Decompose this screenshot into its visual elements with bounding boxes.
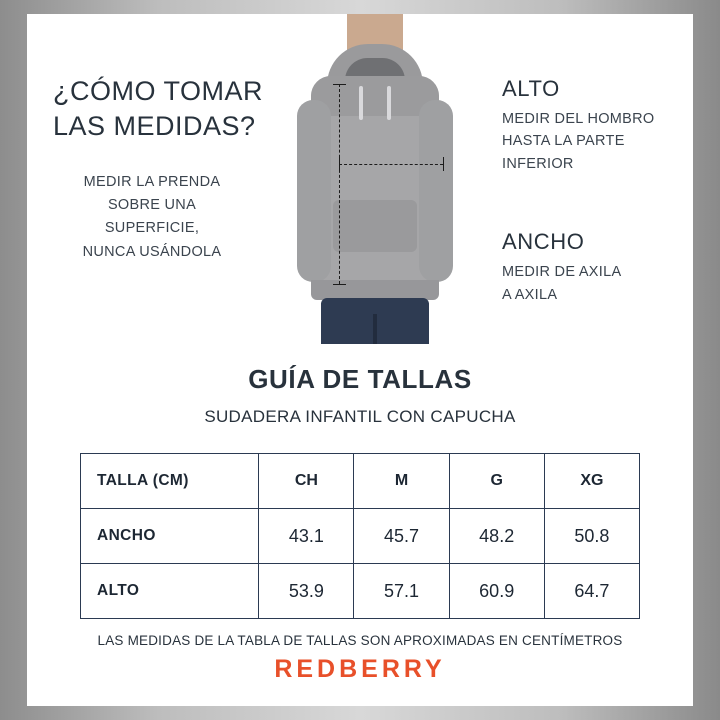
table-row [81, 509, 640, 564]
table-header-cell: XG [544, 454, 639, 509]
hoodie-pocket [333, 200, 417, 252]
table-header-cell: CH [259, 454, 354, 509]
table-footnote: LAS MEDIDAS DE LA TABLA DE TALLAS SON APROXIMADAS EN CENTÍMETROS [97, 633, 623, 648]
table-cell: 43.1 [259, 509, 354, 564]
alto-desc-line-1: MEDIR DEL HOMBRO [502, 111, 655, 127]
table-header-cell: G [449, 454, 544, 509]
note-line-2: SOBRE UNA [107, 197, 197, 214]
width-measure-cap-left [339, 157, 340, 171]
how-to-measure-note [37, 171, 267, 264]
ancho-block [502, 229, 692, 306]
model-photo [275, 14, 475, 344]
ancho-desc-line-2: A AXILA [502, 286, 558, 303]
table-cell: 50.8 [544, 509, 639, 564]
ancho-desc-line-1: MEDIR DE AXILA [502, 264, 622, 281]
table-cell: 64.7 [544, 564, 639, 619]
row-label: ANCHO [81, 509, 259, 564]
note-line-1: MEDIR LA PRENDA [83, 174, 221, 191]
alto-desc-line-2: HASTA LA PARTE [502, 133, 625, 150]
table-cell: 48.2 [449, 509, 544, 564]
ancho-description [502, 261, 692, 306]
size-guide-subtitle: SUDADERA INFANTIL CON CAPUCHA [204, 407, 516, 426]
hoodie-sleeve-right [419, 100, 453, 282]
hoodie-sleeve-left [297, 100, 331, 282]
note-line-3: SUPERFICIE, [104, 220, 200, 237]
alto-desc-line-3: INFERIOR [502, 155, 574, 172]
alto-description [502, 108, 692, 175]
size-chart-page [27, 14, 693, 706]
top-section [27, 14, 693, 344]
table-row [81, 564, 640, 619]
hoodie-hem [311, 280, 439, 300]
height-measure-line [339, 84, 340, 284]
hoodie-drawstring-right [387, 86, 391, 120]
ancho-label: ANCHO [502, 229, 585, 255]
height-measure-cap-top [333, 84, 346, 85]
size-table [80, 453, 640, 619]
table-cell: 60.9 [449, 564, 544, 619]
height-measure-cap-bottom [333, 284, 346, 285]
width-measure-line [339, 164, 443, 165]
alto-label: ALTO [502, 76, 560, 101]
table-cell: 45.7 [354, 509, 449, 564]
table-header-cell: M [354, 454, 449, 509]
how-to-measure-column [37, 74, 267, 264]
table-cell: 57.1 [354, 564, 449, 619]
size-guide-title: GUÍA DE TALLAS [248, 364, 472, 394]
hoodie-drawstring-left [359, 86, 363, 120]
width-measure-cap-right [443, 157, 444, 171]
table-header-cell: TALLA (CM) [81, 454, 259, 509]
heading-line-1: ¿CÓMO TOMAR [53, 76, 264, 106]
table-header-row [81, 454, 640, 509]
heading-line-2: LAS MEDIDAS? [53, 110, 256, 141]
table-cell: 53.9 [259, 564, 354, 619]
note-line-4: NUNCA USÁNDOLA [82, 243, 222, 260]
size-guide-section [27, 364, 693, 648]
how-to-measure-heading [37, 74, 267, 143]
row-label: ALTO [81, 564, 259, 619]
brand-logo: REDBERRY [274, 655, 446, 683]
measure-definitions-column [502, 76, 692, 306]
model-jeans-seam [373, 314, 377, 344]
